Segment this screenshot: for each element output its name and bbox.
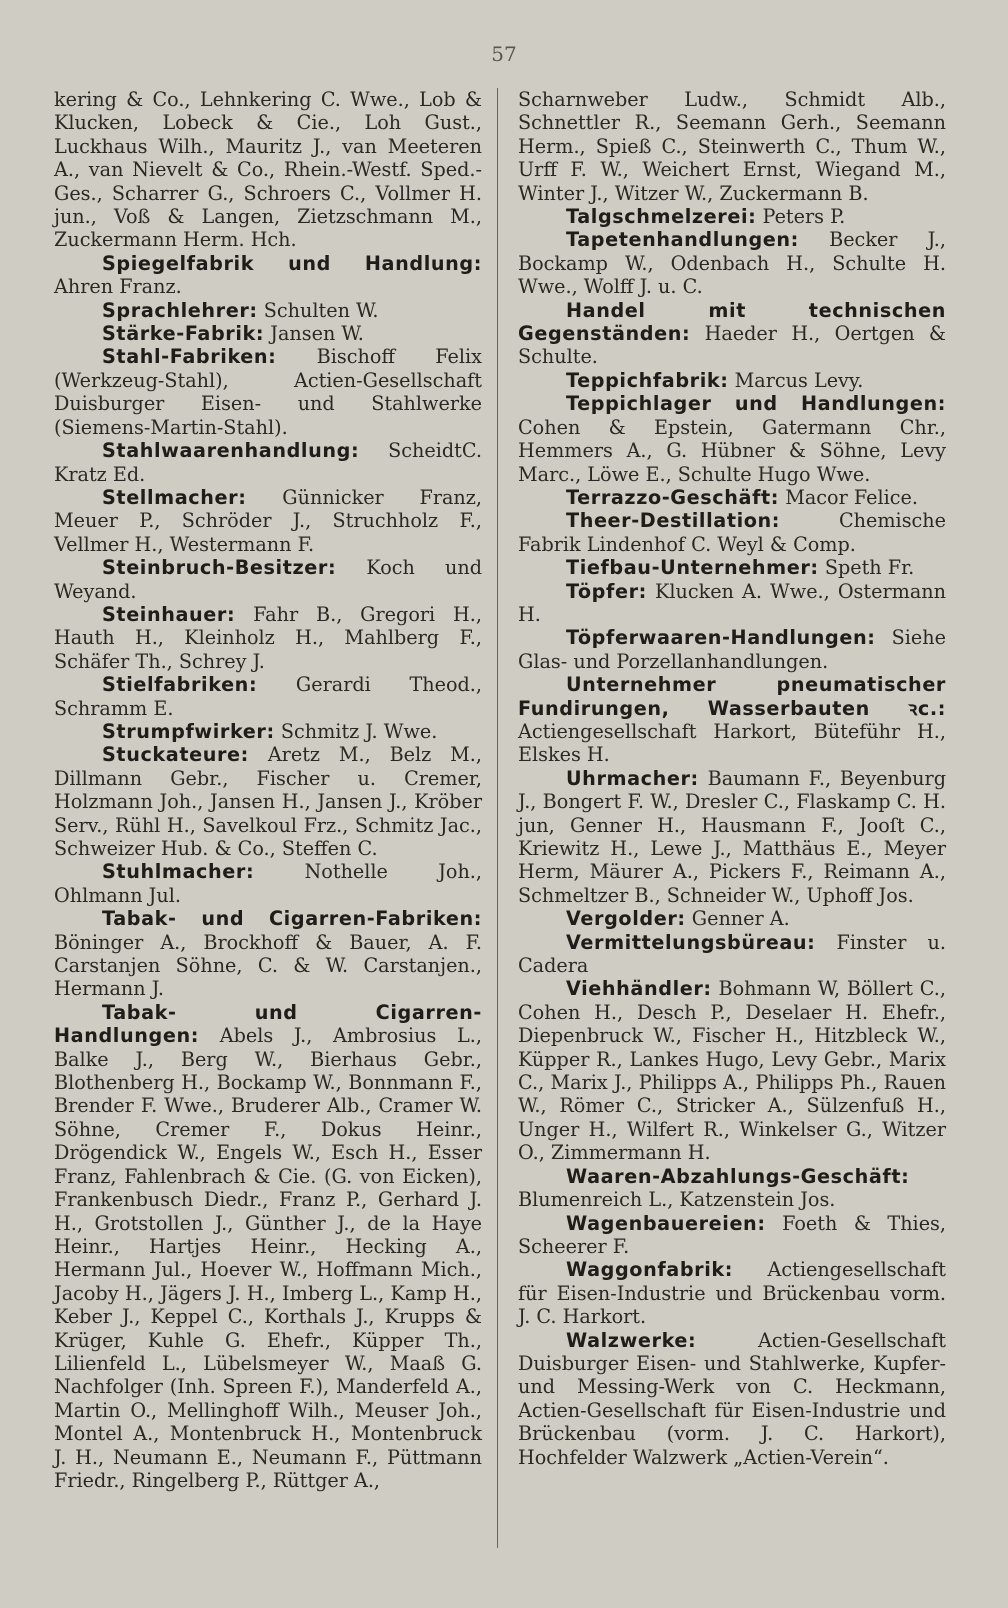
directory-entry: [518, 1212, 946, 1259]
entry-names: Macor Felice.: [785, 485, 918, 509]
category-heading: Steinbruch-Besitzer:: [102, 556, 337, 580]
continued-entry: [518, 88, 946, 205]
entry-names: Actiengesellschaft für Eisen-Industrie und Brückenbau vorm. J. C. Harkort.: [518, 1258, 946, 1329]
directory-entry: [54, 860, 482, 907]
entry-names: Haeder H., Oertgen & Schulte.: [518, 322, 946, 369]
entry-names: Nothelle Joh., Ohlmann Jul.: [54, 860, 482, 907]
category-heading: Stuckateure:: [102, 743, 249, 767]
category-heading: Teppichlager und Handlungen:: [566, 392, 946, 416]
entry-names: Blumenreich L., Katzenstein Jos.: [518, 1188, 836, 1212]
entry-names: Finster u. Cadera: [518, 930, 946, 978]
directory-entry: [518, 556, 946, 579]
directory-entry: [54, 1001, 482, 1493]
entry-names: Actiengesellschaft Harkort, Büteführ H., Elskes H.: [518, 719, 946, 767]
entry-names: Genner A.: [691, 907, 790, 931]
category-heading: Unternehmer pneumatischer Fundirungen, Wasserbauten ꝛc.:: [518, 673, 946, 720]
category-heading: Tabak- und Cigarren-Handlungen:: [54, 1000, 482, 1048]
category-heading: Tiefbau-Unternehmer:: [566, 556, 819, 580]
entry-names: Schmitz J. Wwe.: [280, 719, 438, 743]
category-heading: Stielfabriken:: [102, 673, 258, 697]
directory-entry: [518, 369, 946, 392]
category-heading: Teppichfabrik:: [566, 368, 729, 392]
directory-entry: [518, 1258, 946, 1328]
category-heading: Stärke-Fabrik:: [102, 322, 265, 346]
page-number: 57: [491, 42, 517, 66]
directory-entry: [518, 907, 946, 930]
category-heading: Wagenbauereien:: [566, 1211, 766, 1235]
category-heading: Steinhauer:: [102, 602, 236, 626]
directory-entry: [518, 1165, 946, 1212]
entry-names: Foeth & Thies, Scheerer F.: [518, 1211, 946, 1258]
directory-entry: [518, 486, 946, 509]
category-heading: Theer-Destillation:: [566, 509, 781, 533]
category-heading: Vermittelungsbüreau:: [566, 930, 816, 954]
column-divider: [497, 88, 498, 1548]
directory-entry: [518, 767, 946, 907]
directory-entry: [518, 509, 946, 556]
entry-names: Becker J., Bockamp W., Odenbach H., Schulte H. Wwe., Wolff J. u. C.: [518, 228, 946, 299]
category-heading: Terrazzo-Geschäft:: [566, 485, 780, 509]
directory-entry: [518, 1329, 946, 1469]
directory-entry: [518, 626, 946, 673]
directory-entry: [518, 580, 946, 627]
category-heading: Walzwerke:: [566, 1328, 697, 1352]
directory-entry: [54, 252, 482, 299]
entry-names: Günnicker Franz, Meuer P., Schröder J., Struchholz F., Vellmer H., Westermann F.: [54, 485, 482, 556]
entry-names: Ahren Franz.: [54, 275, 182, 299]
category-heading: Stuhlmacher:: [102, 860, 255, 884]
entry-names: Bischoff Felix (Werkzeug-Stahl), Actien-Gesellschaft Duisburger Eisen- und Stahlwerke (Siemens-Martin-Stahl).: [54, 345, 482, 439]
category-heading: Uhrmacher:: [566, 766, 699, 790]
entry-names: Fahr B., Gregori H., Hauth H., Kleinholz H., Mahlberg F., Schäfer Th., Schrey J.: [54, 602, 482, 673]
category-heading: Töpferwaaren-Handlungen:: [566, 626, 876, 650]
category-heading: Viehhändler:: [566, 977, 712, 1001]
directory-entry: [518, 977, 946, 1164]
category-heading: Spiegelfabrik und Handlung:: [102, 251, 482, 275]
category-heading: Tabak- und Cigarren-Fabriken:: [102, 907, 482, 931]
entry-names: kering & Co., Lehnkering C. Wwe., Lob & Klucken, Lobeck & Cie., Loh Gust., Luckhaus Wilh., Mauritz J., van Meeteren A., van Nievelt & Co., Rhein.-Westf. Sped.-Ges., Scharrer G., Schroers C., Vollmer H. jun., Voß & Langen, Zietzschmann M., Zuckermann Herm. Hch.: [54, 88, 482, 252]
entry-names: Koch und Weyand.: [54, 556, 482, 603]
directory-entry: [518, 205, 946, 228]
category-heading: Strumpfwirker:: [102, 719, 275, 743]
entry-names: Scharnweber Ludw., Schmidt Alb., Schnettler R., Seemann Gerh., Seemann Herm., Spieß C., Steinwerth C., Thum W., Urff F. W., Weichert Ernst, Wiegand M., Winter J., Witzer W., Zuckermann B.: [518, 88, 946, 205]
category-heading: Tapetenhandlungen:: [566, 228, 799, 252]
entry-names: Gerardi Theod., Schramm E.: [54, 673, 482, 720]
entry-names: Bohmann W, Böllert C., Cohen H., Desch P., Deselaer H. Ehefr., Diepenbruck W., Fischer H., Hitzbleck W., Küpper R., Lankes Hugo, Levy Gebr., Marix C., Marix J., Philipps A., Philipps Ph., Rauen W., Römer C., Stricker A., Sülzenfuß H., Unger H., Wilfert R., Winkelser G., Witzer O., Zimmermann H.: [518, 977, 946, 1165]
category-heading: Stahl-Fabriken:: [102, 345, 277, 369]
directory-entry: [54, 603, 482, 673]
category-heading: Talgschmelzerei:: [566, 205, 757, 229]
entry-names: Böninger A., Brockhoff & Bauer, A. F. Carstanjen Söhne, C. & W. Carstanjen., Hermann J.: [54, 930, 482, 1001]
entry-names: Baumann F., Beyenburg J., Bongert F. W., Dresler C., Flaskamp C. H. jun, Genner H., Hausmann F., Jooſt C., Kriewitz H., Lewe J., Matthäus E., Meyer Herm, Mäurer A., Pickers F., Reimann A., Schmeltzer B., Schneider W., Uphoff Jos.: [518, 766, 946, 907]
continued-entry: [54, 88, 482, 252]
category-heading: Vergolder:: [566, 907, 686, 931]
directory-entry: [54, 556, 482, 603]
category-heading: Stahlwaarenhandlung:: [102, 439, 360, 463]
directory-entry: [54, 673, 482, 720]
category-heading: Stellmacher:: [102, 485, 247, 509]
entry-names: Siehe Glas- und Porzellanhandlungen.: [518, 626, 946, 673]
directory-entry: [518, 673, 946, 767]
directory-entry: [54, 345, 482, 439]
directory-entry: [518, 392, 946, 486]
entry-names: Marcus Levy.: [734, 368, 864, 392]
directory-entry: [54, 322, 482, 345]
right-column: [518, 88, 946, 1469]
entry-names: Aretz M., Belz M., Dillmann Gebr., Fischer u. Cremer, Holzmann Joh., Jansen H., Jansen J., Kröber Serv., Rühl H., Savelkoul Frz., Schmitz Jac., Schweizer Hub. & Co., Steffen C.: [54, 743, 482, 860]
directory-entry: [54, 907, 482, 1001]
category-heading: Handel mit technischen Gegenständen:: [518, 298, 946, 346]
entry-names: Cohen & Epstein, Gatermann Chr., Hemmers A., G. Hübner & Söhne, Levy Marc., Löwe E., Schulte Hugo Wwe.: [518, 415, 946, 486]
directory-entry: [518, 931, 946, 978]
category-heading: Waaren-Abzahlungs-Geschäft:: [566, 1164, 910, 1188]
category-heading: Töpfer:: [566, 579, 647, 603]
entry-names: Chemische Fabrik Lindenhof C. Weyl & Comp.: [518, 509, 946, 556]
directory-entry: [54, 720, 482, 743]
entry-names: Jansen W.: [270, 322, 364, 346]
directory-entry: [518, 299, 946, 369]
entry-names: Schulten W.: [263, 298, 379, 322]
left-column: [54, 88, 482, 1492]
entry-names: ScheidtC. Kratz Ed.: [54, 439, 482, 486]
entry-names: Abels J., Ambrosius L., Balke J., Berg W., Bierhaus Gebr., Blothenberg H., Bockamp W., Bonnmann F., Brender F. Wwe., Bruderer Alb., Cramer W. Söhne, Cremer F., Dokus Heinr., Drögendick W., Engels W., Esch H., Esser Franz, Fahlenbrach & Cie. (G. von Eicken), Frankenbusch Diedr., Franz P., Gerhard J. H., Grotstollen J., Günther J., de la Haye Heinr., Hartjes Heinr., Hecking A., Hermann Jul., Hoever W., Hoffmann Mich., Jacoby H., Jägers J. H., Imberg L., Kamp H., Keber J., Keppel C., Korthals J., Krupps & Krüger, Kuhle G. Ehefr., Küpper Th., Lilienfeld L., Lübelsmeyer W., Maaß G. Nachfolger (Inh. Spreen F.), Manderfeld A., Martin O., Mellinghoff Wilh., Meuser Joh., Montel A., Montenbruck H., Montenbruck J. H., Neumann E., Neumann F., Püttmann Friedr., Ringelberg P., Rüttger A.,: [54, 1024, 482, 1492]
entry-names: Peters P.: [762, 205, 846, 229]
entry-names: Speth Fr.: [824, 556, 915, 580]
category-heading: Waggonfabrik:: [566, 1258, 734, 1282]
entry-names: Klucken A. Wwe., Ostermann H.: [518, 579, 946, 626]
directory-entry: [518, 228, 946, 298]
directory-entry: [54, 439, 482, 486]
category-heading: Sprachlehrer:: [102, 298, 258, 322]
directory-entry: [54, 486, 482, 556]
directory-entry: [54, 299, 482, 322]
entry-names: Actien-Gesellschaft Duisburger Eisen- und Stahlwerke, Kupfer- und Messing-Werk von C. Heckmann, Actien-Gesellschaft für Eisen-Industrie und Brückenbau (vorm. J. C. Harkort), Hochfelder Walzwerk „Actien-Verein“.: [518, 1328, 946, 1469]
directory-entry: [54, 743, 482, 860]
